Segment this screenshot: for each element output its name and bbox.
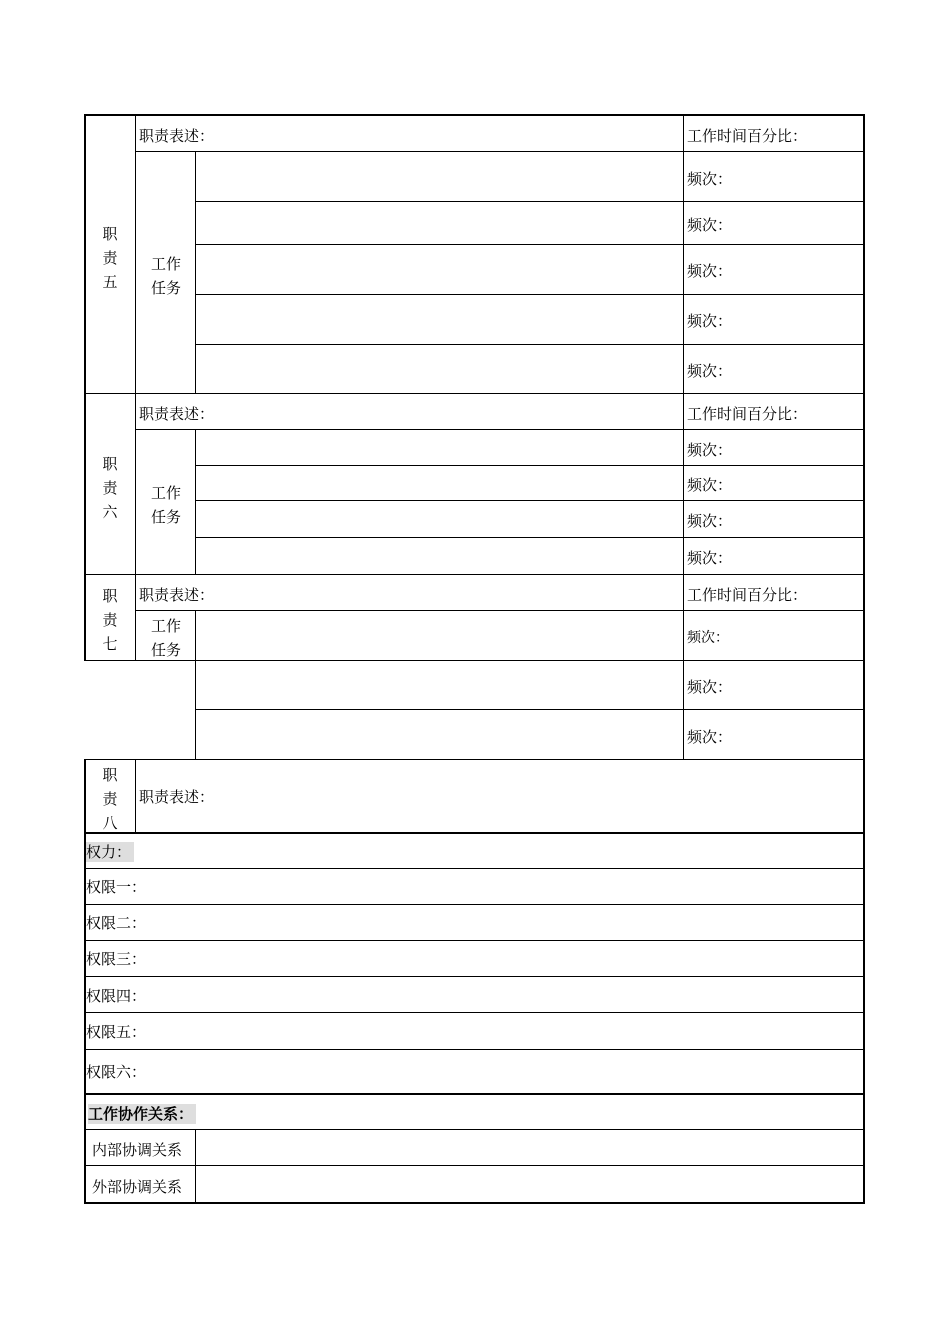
task-input[interactable]	[196, 466, 683, 500]
work-task-label: 工作 任务	[150, 617, 181, 659]
time-percent-label: 工作时间百分比：	[687, 586, 808, 604]
frequency-label: 频次：	[687, 362, 733, 380]
power-input[interactable]	[150, 977, 863, 1012]
frequency-label: 频次：	[687, 476, 733, 494]
duty-label-char: 职	[102, 225, 118, 243]
task-input[interactable]	[196, 501, 683, 537]
task-input[interactable]	[196, 152, 683, 201]
external-coordination-label: 外部协调关系	[92, 1178, 183, 1196]
power-item: 权限五：	[86, 1023, 147, 1041]
power-input[interactable]	[150, 869, 863, 904]
internal-coordination-label: 内部协调关系	[92, 1141, 183, 1159]
duty-label-char: 职	[102, 455, 118, 473]
frequency-label: 频次：	[687, 512, 733, 530]
power-item: 权限一：	[86, 878, 147, 896]
duty-label-char: 七	[102, 635, 118, 653]
power-input[interactable]	[150, 905, 863, 940]
task-input[interactable]	[196, 538, 683, 574]
duty-label-char: 八	[102, 814, 118, 832]
duty-five-label	[85, 222, 135, 294]
task-input[interactable]	[196, 295, 683, 344]
power-input[interactable]	[150, 1050, 863, 1093]
duty-label-char: 责	[102, 479, 118, 497]
power-item: 权限三：	[86, 950, 147, 968]
external-coordination-input[interactable]	[196, 1166, 863, 1202]
work-task-label: 工作 任务	[150, 484, 181, 526]
task-input[interactable]	[196, 345, 683, 393]
internal-coordination-input[interactable]	[196, 1130, 863, 1165]
duty-label-char: 责	[102, 611, 118, 629]
power-item: 权限四：	[86, 987, 147, 1005]
duty-desc-label: 职责表述：	[139, 405, 215, 423]
duty-label-char: 职	[102, 766, 118, 784]
power-title: 权力：	[86, 845, 134, 860]
duty-desc-label: 职责表述：	[139, 586, 215, 604]
task-input[interactable]	[196, 245, 683, 294]
frequency-label: 频次：	[687, 728, 733, 746]
work-task-label: 工作 任务	[150, 255, 181, 297]
duty-desc-label: 职责表述：	[139, 127, 215, 145]
duty-label-char: 责	[102, 790, 118, 808]
time-percent-label: 工作时间百分比：	[687, 127, 808, 145]
frequency-label: 频次：	[687, 312, 733, 330]
duty-label-char: 职	[102, 587, 118, 605]
frequency-label: 频次：	[687, 441, 733, 459]
duty-six-label	[85, 452, 135, 524]
cooperation-title: 工作协作关系：	[88, 1107, 196, 1122]
frequency-label: 频次：	[687, 216, 733, 234]
task-input[interactable]	[196, 430, 683, 465]
frequency-label: 频次：	[687, 262, 733, 280]
duty-label-char: 五	[102, 273, 118, 291]
duty-eight-label	[85, 763, 135, 835]
power-item: 权限六：	[86, 1063, 147, 1081]
duty-desc-label: 职责表述：	[139, 788, 215, 806]
task-input[interactable]	[196, 611, 683, 660]
task-input[interactable]	[196, 202, 683, 244]
duty-label-char: 六	[102, 503, 118, 521]
power-input[interactable]	[150, 1013, 863, 1049]
frequency-label: 频次：	[687, 630, 729, 646]
duty-label-char: 责	[102, 249, 118, 267]
duty-seven-label	[85, 584, 135, 656]
frequency-label: 频次：	[687, 678, 733, 696]
time-percent-label: 工作时间百分比：	[687, 405, 808, 423]
power-input[interactable]	[150, 941, 863, 976]
frequency-label: 频次：	[687, 170, 733, 188]
power-item: 权限二：	[86, 914, 147, 932]
frequency-label: 频次：	[687, 549, 733, 567]
task-input[interactable]	[196, 661, 683, 709]
task-input[interactable]	[196, 710, 683, 759]
